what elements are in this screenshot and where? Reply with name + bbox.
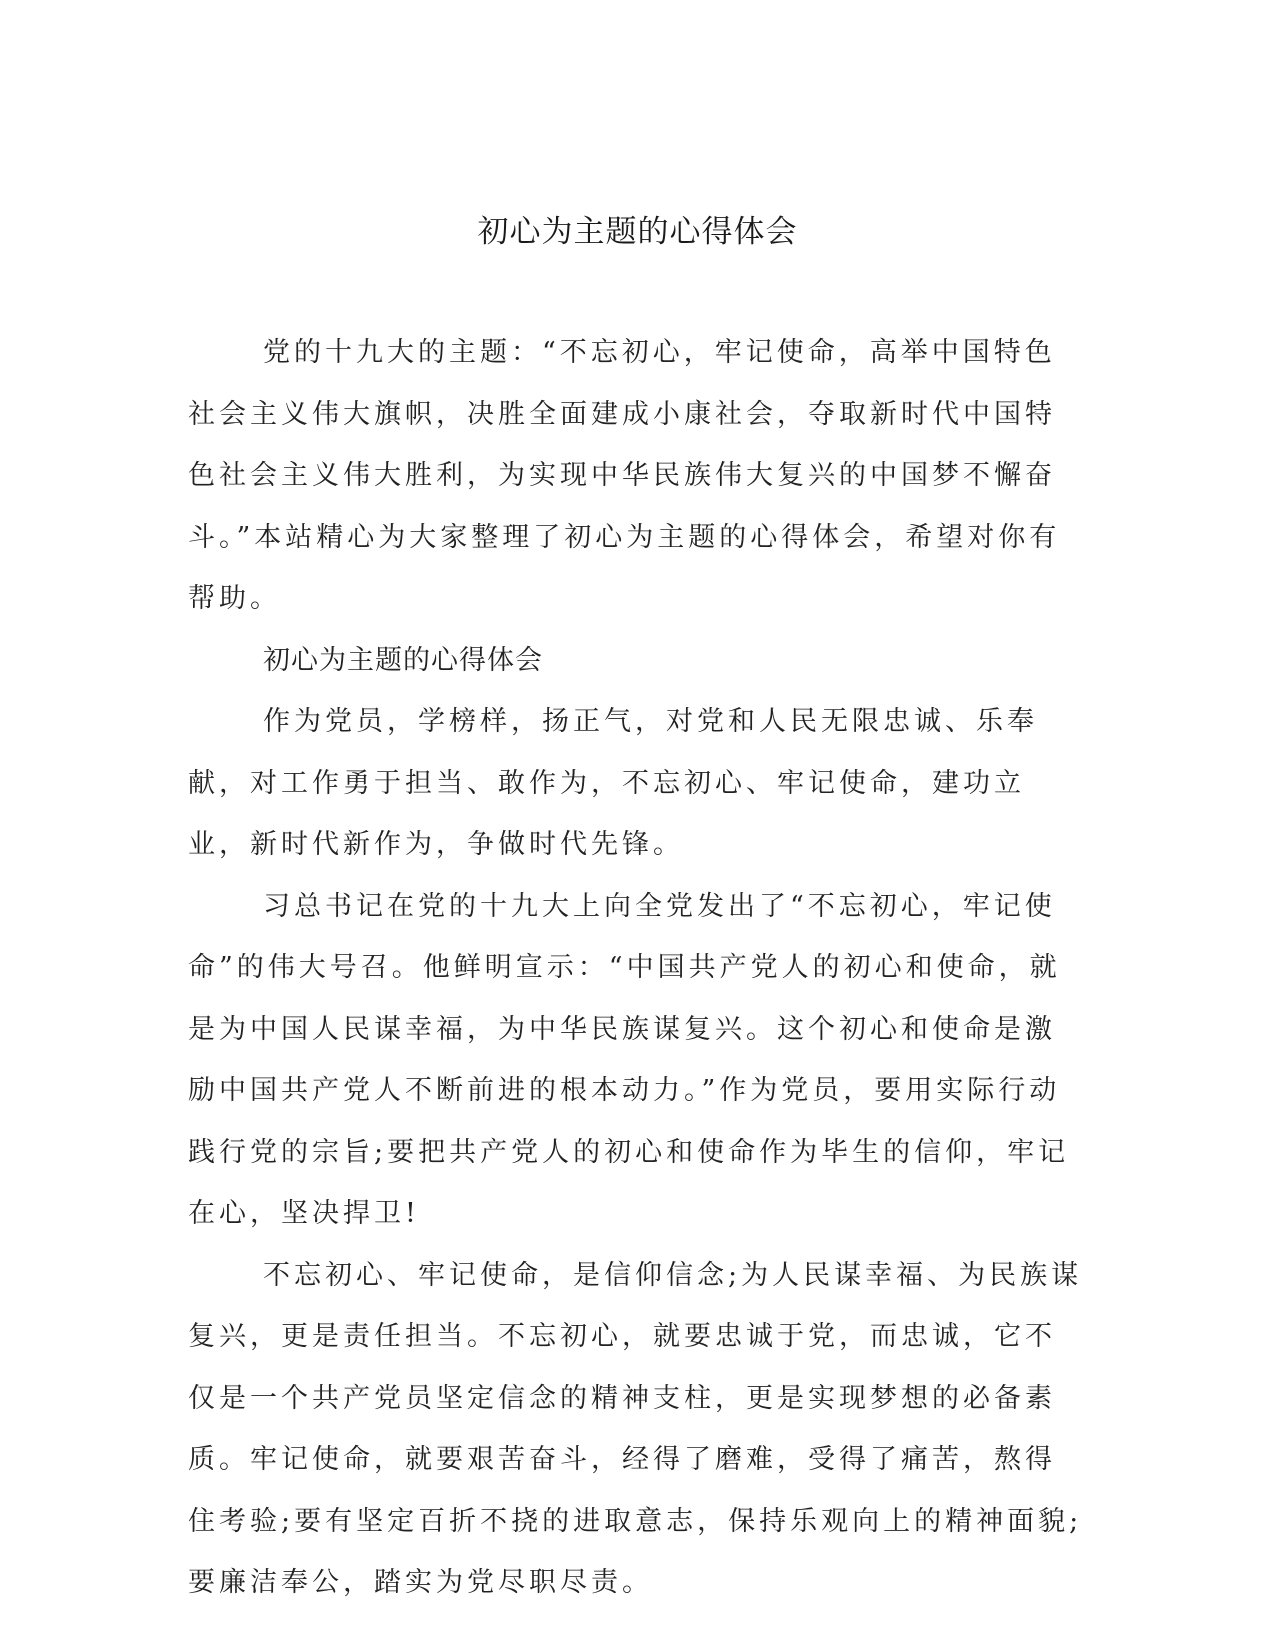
document-title: 初心为主题的心得体会 (477, 214, 798, 250)
document-body (188, 322, 1083, 1614)
paragraph-subtitle: 初心为主题的心得体会 (263, 644, 543, 676)
paragraph-intro: 党的十九大的主题：“不忘初心，牢记使命，高举中国特色社会主义伟大旗帜，决胜全面建成小康社会，夺取新时代中国特色社会主义伟大胜利，为实现中华民族伟大复兴的中国梦不懈奋斗。”本站精心为大家整理了初心为主题的心得体会，希望对你有帮助。 (188, 337, 1061, 614)
paragraph-mission: 不忘初心、牢记使命，是信仰信念;为人民谋幸福、为民族谋复兴，更是责任担当。不忘初心，就要忠诚于党，而忠诚，它不仅是一个共产党员坚定信念的精神支柱，更是实现梦想的必备素质。牢记使命，就要艰苦奋斗，经得了磨难，受得了痛苦，熬得住考验;要有坚定百折不挠的进取意志，保持乐观向上的精神面貌;要廉洁奉公，踏实为党尽职尽责。 (188, 1259, 1083, 1598)
paragraph-party-member: 作为党员，学榜样，扬正气，对党和人民无限忠诚、乐奉献，对工作勇于担当、敢作为，不忘初心、牢记使命，建功立业，新时代新作为，争做时代先锋。 (188, 706, 1038, 860)
paragraph-general-secretary: 习总书记在党的十九大上向全党发出了“不忘初心，牢记使命”的伟大号召。他鲜明宣示：“中国共产党人的初心和使命，就是为中国人民谋幸福，为中华民族谋复兴。这个初心和使命是激励中国共产党人不断前进的根本动力。”作为党员，要用实际行动践行党的宗旨;要把共产党人的初心和使命作为毕生的信仰，牢记在心，坚决捍卫! (188, 890, 1070, 1229)
